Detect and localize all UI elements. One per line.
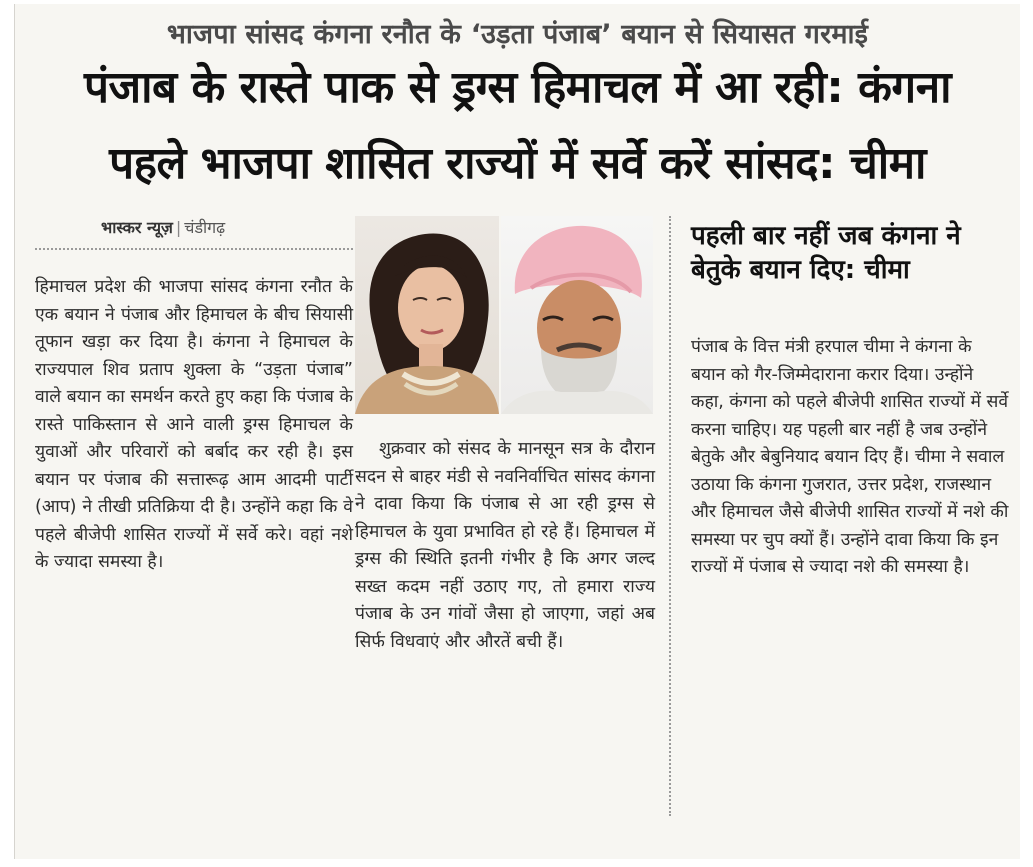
photo-cheema [501, 216, 653, 414]
byline-source: भास्कर न्यूज़ [101, 218, 173, 237]
article-column-1: हिमाचल प्रदेश की भाजपा सांसद कंगना रनौत के एक बयान ने पंजाब और हिमाचल के बीच सियासी तूफान खड़ा कर दिया है। कंगना ने हिमाचल के राज्यपाल शिव प्रताप शुक्ला के “उड़ता पंजाब” वाले बयान का समर्थन करते हुए कहा कि पंजाब के रास्ते पाकिस्तान से आने वाली ड्रग्स हिमाचल के युवाओं और परिवारों को बर्बाद कर रही है। इस बयान पर पंजाब की सत्तारूढ़ आम आदमी पार्टी (आप) ने तीखी प्रतिक्रिया दी है। उन्होंने कहा कि वे पहले बीजेपी शासित राज्यों में सर्वे करे। वहां नशे के ज्यादा समस्या है। [35, 277, 353, 572]
article-column-2: शुक्रवार को संसद के मानसून सत्र के दौरान सदन से बाहर मंडी से नवनिर्वाचित सांसद कंगना ने दावा किया कि पंजाब से आ रही ड्रग्स से हिमाचल के युवा प्रभावित हो रहे हैं। हिमाचल में ड्रग्स की स्थिति इतनी गंभीर है कि अगर जल्द सख्त कदम नहीं उठाए गए, तो हमारा राज्य पंजाब के उन गांवों जैसा हो जाएगा, जहां अब सिर्फ विधवाएं और औरतें बची हैं। [355, 439, 655, 652]
portrait-woman-image [355, 216, 499, 414]
byline-city: चंडीगढ़ [184, 218, 226, 237]
newspaper-clipping [14, 4, 1020, 859]
column-divider [669, 216, 671, 816]
main-headline-line-2: पहले भाजपा शासित राज्यों में सर्वे करें सांसद: चीमा [109, 138, 926, 189]
sidebar-subheading: पहली बार नहीं जब कंगना ने बेतुके बयान दिए: चीमा [691, 221, 961, 285]
photo-kangana [355, 216, 499, 414]
article-column-3: पंजाब के वित्त मंत्री हरपाल चीमा ने कंगना के बयान को गैर-जिम्मेदाराना करार दिया। उन्होंने कहा, कंगना को पहले बीजेपी शासित राज्यों में सर्वे करना चाहिए। यह पहली बार नहीं है जब उन्होंने बेतुके और बेबुनियाद बयान दिए हैं। चीमा ने सवाल उठाया कि कंगना गुजरात, उत्तर प्रदेश, राजस्थान और हिमाचल जैसे बीजेपी शासित राज्यों में नशे की समस्या पर चुप क्यों हैं। उन्होंने दावा किया कि इन राज्यों में पंजाब से ज्यादा नशे की समस्या है। [691, 337, 1009, 577]
byline [101, 216, 225, 238]
portrait-man-turban-image [501, 216, 653, 414]
byline-divider [35, 248, 353, 250]
kicker-headline: भाजपा सांसद कंगना रनौत के ‘उड़ता पंजाब’ बयान से सियासत गरमाई [166, 19, 869, 50]
main-headline-line-1: पंजाब के रास्ते पाक से ड्रग्स हिमाचल में आ रही: कंगना [83, 62, 952, 113]
byline-separator: | [175, 218, 182, 237]
